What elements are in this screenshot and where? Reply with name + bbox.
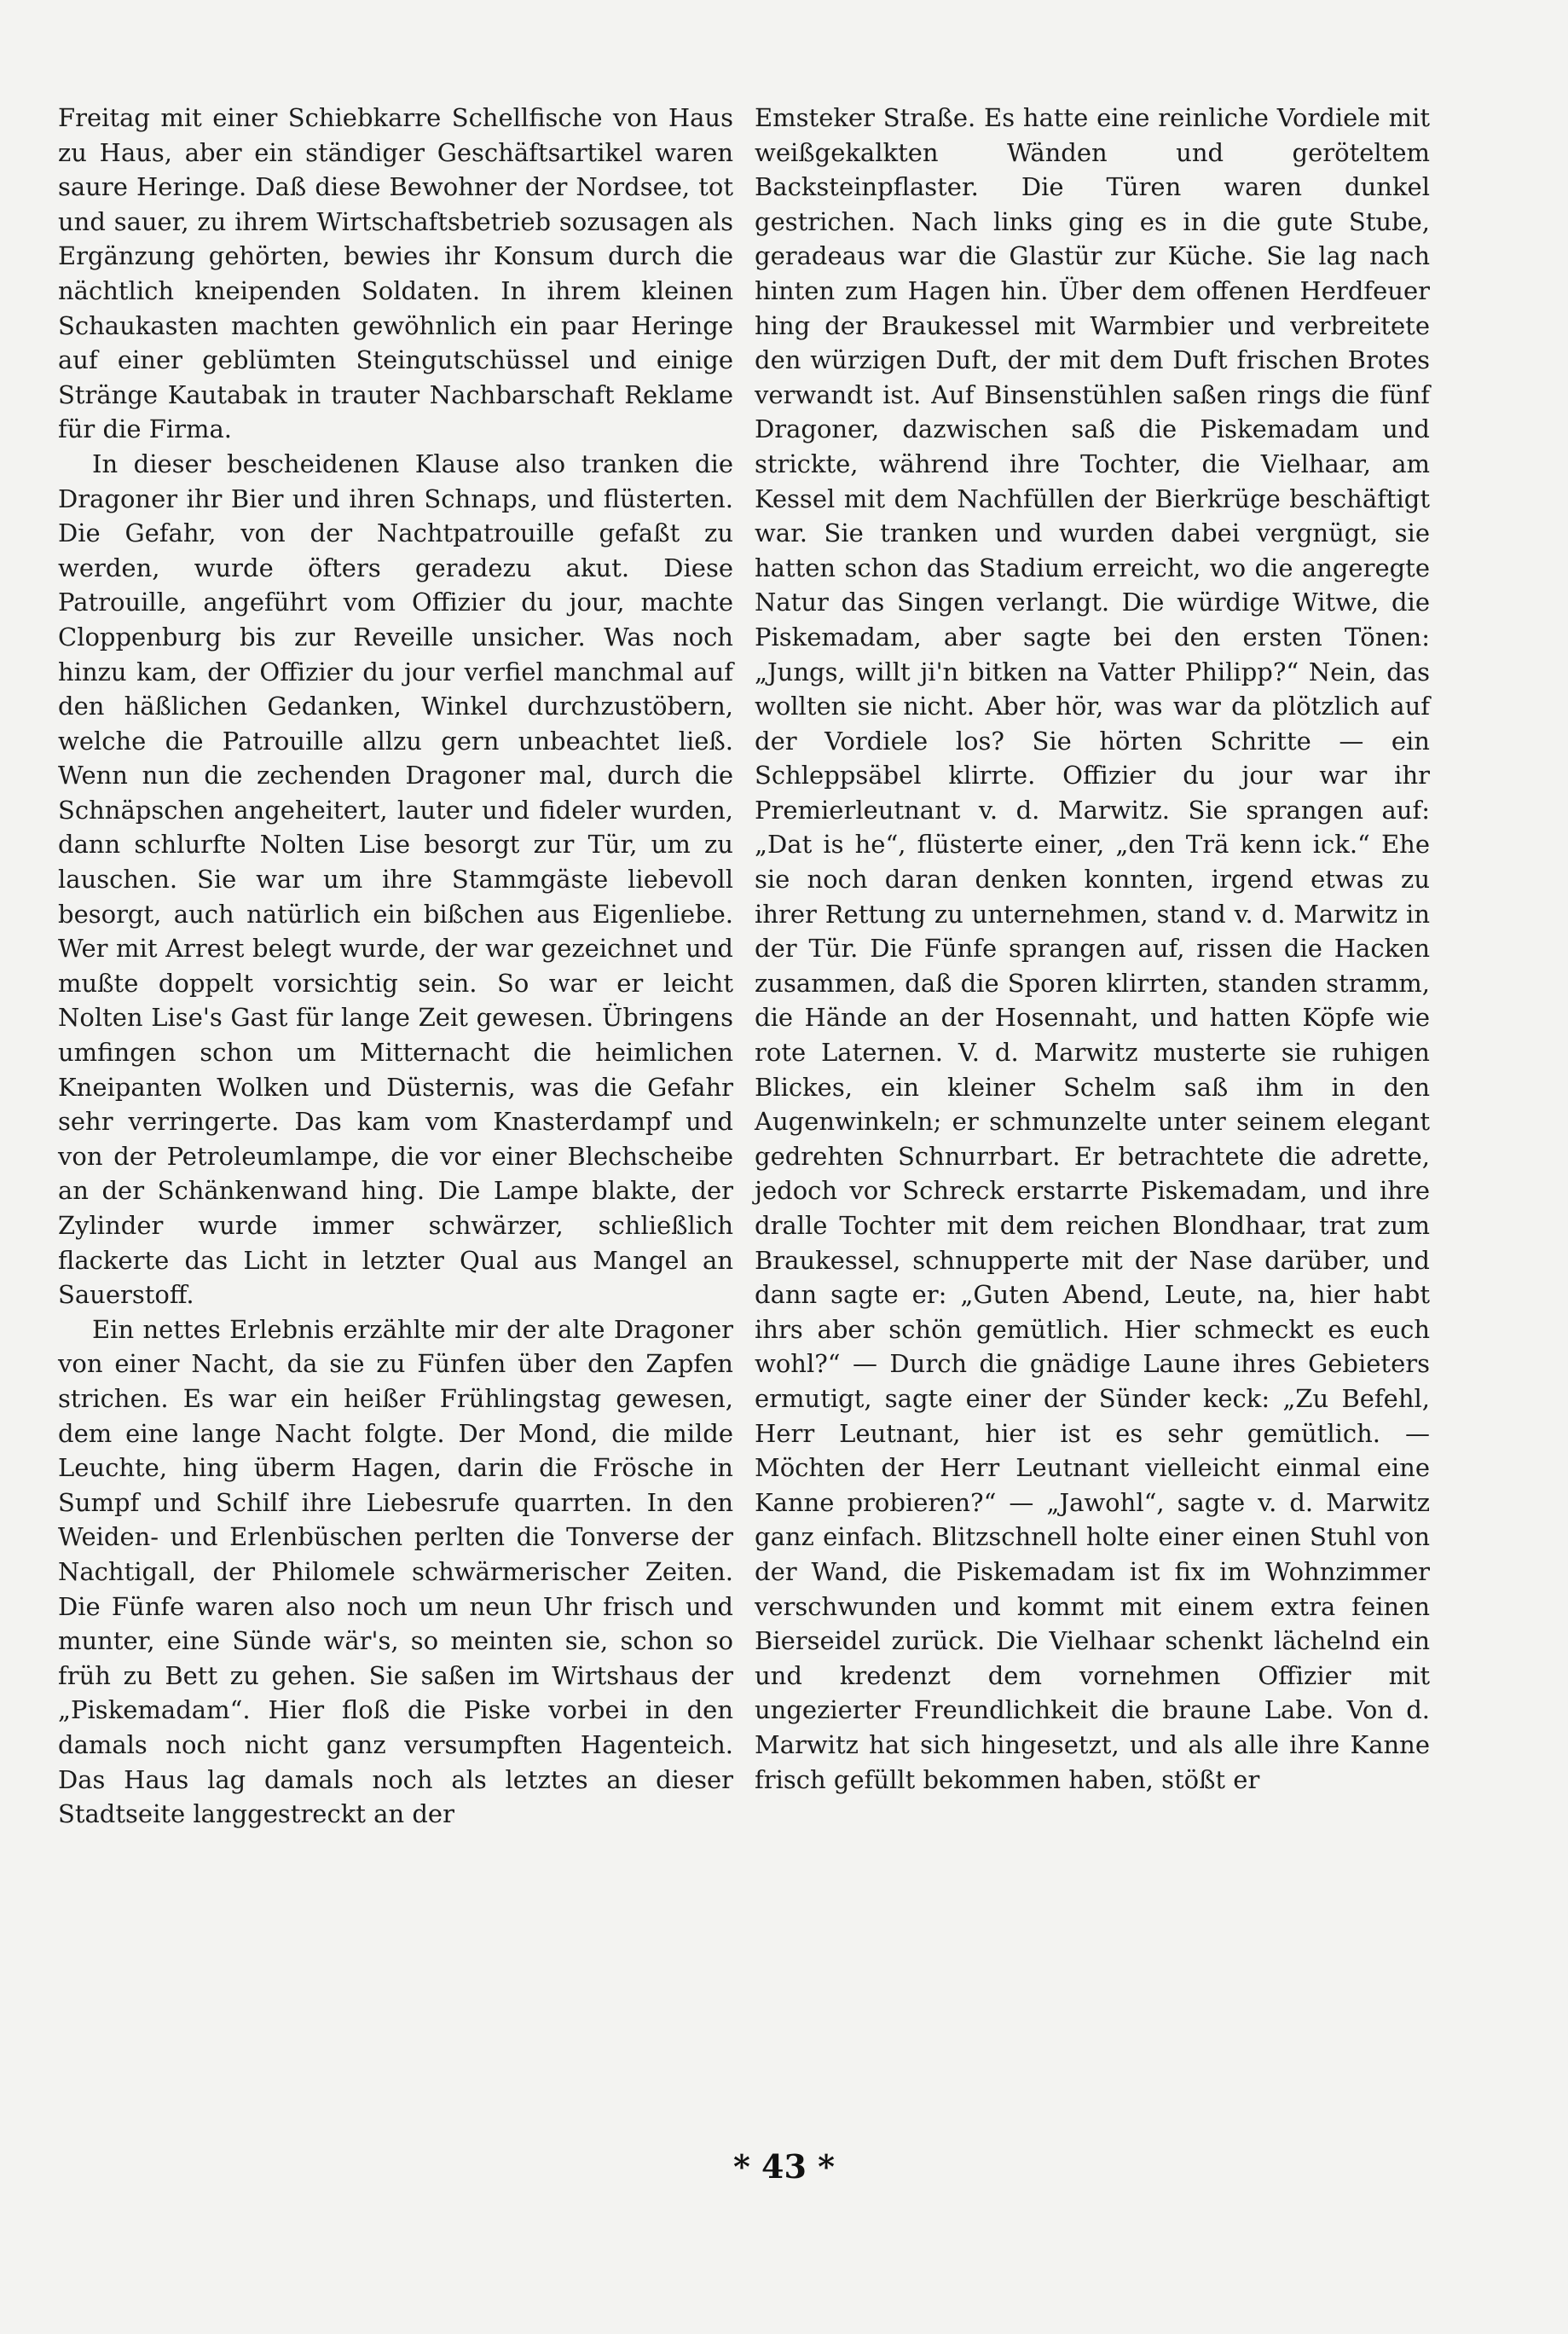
- paragraph: Emsteker Straße. Es hatte eine reinliche Vordiele mit weißgekalkten Wänden und geröteltem Backsteinpflaster. Die Türen waren dunkel gestrichen. Nach links ging es in die gute Stube, geradeaus war die Glastür zur Küche. Sie lag nach hinten zum Hagen hin. Über dem offenen Herdfeuer hing der Braukessel mit Warmbier und verbreitete den würzigen Duft, der mit dem Duft frischen Brotes verwandt ist. Auf Binsenstühlen saßen rings die fünf Dragoner, dazwischen saß die Piskemadam und strickte, während ihre Tochter, die Vielhaar, am Kessel mit dem Nachfüllen der Bierkrüge beschäftigt war. Sie tranken und wurden dabei vergnügt, sie hatten schon das Stadium erreicht, wo die angeregte Natur das Singen verlangt. Die würdige Witwe, die Piskemadam, aber sagte bei den ersten Tönen: „Jungs, willt ji'n bitken na Vatter Philipp?“ Nein, das wollten sie nicht. Aber hör, was war da plötzlich auf der Vordiele los? Sie hörten Schritte — ein Schleppsäbel klirrte. Offizier du jour war ihr Premierleutnant v. d. Marwitz. Sie sprangen auf: „Dat is he“, flüsterte einer, „den Trä kenn ick.“ Ehe sie noch daran denken konnten, irgend etwas zu ihrer Rettung zu unternehmen, stand v. d. Marwitz in der Tür. Die Fünfe sprangen auf, rissen die Hacken zusammen, daß die Sporen klirrten, standen stramm, die Hände an der Hosennaht, und hatten Köpfe wie rote Laternen. V. d. Marwitz musterte sie ruhigen Blickes, ein kleiner Schelm saß ihm in den Augenwinkeln; er schmunzelte unter seinem elegant gedrehten Schnurrbart. Er betrachtete die adrette, jedoch vor Schreck erstarrte Piskemadam, und ihre dralle Tochter mit dem reichen Blondhaar, trat zum Braukessel, schnupperte mit der Nase darüber, und dann sagte er: „Guten Abend, Leute, na, hier habt ihrs aber schön gemütlich. Hier schmeckt es euch wohl?“ — Durch die gnädige Laune ihres Gebieters ermutigt, sagte einer der Sünder keck: „Zu Befehl, Herr Leutnant, hier ist es sehr gemütlich. — Möchten der Herr Leutnant vielleicht einmal eine Kanne probieren?“ — „Jawohl“, sagte v. d. Marwitz ganz einfach. Blitzschnell holte einer einen Stuhl von der Wand, die Piskemadam ist fix im Wohnzimmer verschwunden und kommt mit einem extra feinen Bierseidel zurück. Die Vielhaar schenkt lächelnd ein und kredenzt dem vornehmen Offizier mit ungezierter Freundlichkeit die braune Labe. Von d. Marwitz hat sich hingesetzt, und als alle ihre Kanne frisch gefüllt bekommen haben, stößt er: [755, 103, 1430, 1794]
- paragraph: In dieser bescheidenen Klause also tranken die Dragoner ihr Bier und ihren Schnaps, und flüsterten. Die Gefahr, von der Nachtpatrouille gefaßt zu werden, wurde öfters geradezu akut. Diese Patrouille, angeführt vom Offizier du jour, machte Cloppenburg bis zur Reveille unsicher. Was noch hinzu kam, der Offizier du jour verfiel manchmal auf den häßlichen Gedanken, Winkel durchzustöbern, welche die Patrouille allzu gern unbeachtet ließ. Wenn nun die zechenden Dragoner mal, durch die Schnäpschen angeheitert, lauter und fideler wurden, dann schlurfte Nolten Lise besorgt zur Tür, um zu lauschen. Sie war um ihre Stammgäste liebevoll besorgt, auch natürlich ein bißchen aus Eigenliebe. Wer mit Arrest belegt wurde, der war gezeichnet und mußte doppelt vorsichtig sein. So war er leicht Nolten Lise's Gast für lange Zeit gewesen. Übringens umfingen schon um Mitternacht die heimlichen Kneipanten Wolken und Düsternis, was die Gefahr sehr verringerte. Das kam vom Knasterdampf und von der Petroleumlampe, die vor einer Blechscheibe an der Schänkenwand hing. Die Lampe blakte, der Zylinder wurde immer schwärzer, schließlich flackerte das Licht in letzter Qual aus Mangel an Sauerstoff.: [58, 449, 733, 1310]
- paragraph: Freitag mit einer Schiebkarre Schellfische von Haus zu Haus, aber ein ständiger Geschäftsartikel waren saure Heringe. Daß diese Bewohner der Nordsee, tot und sauer, zu ihrem Wirtschaftsbetrieb sozusagen als Ergänzung gehörten, bewies ihr Konsum durch die nächtlich kneipenden Soldaten. In ihrem kleinen Schaukasten machten gewöhnlich ein paar Heringe auf einer geblümten Steingutschüssel und einige Stränge Kautabak in trauter Nachbarschaft Reklame für die Firma.: [58, 103, 733, 444]
- page-number: * 43 *: [732, 2147, 836, 2186]
- paragraph: Ein nettes Erlebnis erzählte mir der alte Dragoner von einer Nacht, da sie zu Fünfen über den Zapfen strichen. Es war ein heißer Frühlingstag gewesen, dem eine lange Nacht folgte. Der Mond, die milde Leuchte, hing überm Hagen, darin die Frösche in Sumpf und Schilf ihre Liebesrufe quarrten. In den Weiden- und Erlenbüschen perlten die Tonverse der Nachtigall, der Philomele schwärmerischer Zeiten. Die Fünfe waren also noch um neun Uhr frisch und munter, eine Sünde wär's, so meinten sie, schon so früh zu Bett zu gehen. Sie saßen im Wirtshaus der „Piskemadam“. Hier floß die Piske vorbei in den damals noch nicht ganz versumpften Hagenteich. Das Haus lag damals noch als letztes an dieser Stadtseite langgestreckt an der: [58, 1314, 733, 1829]
- right-text-column: [755, 101, 1430, 1797]
- left-text-column: [58, 101, 733, 1832]
